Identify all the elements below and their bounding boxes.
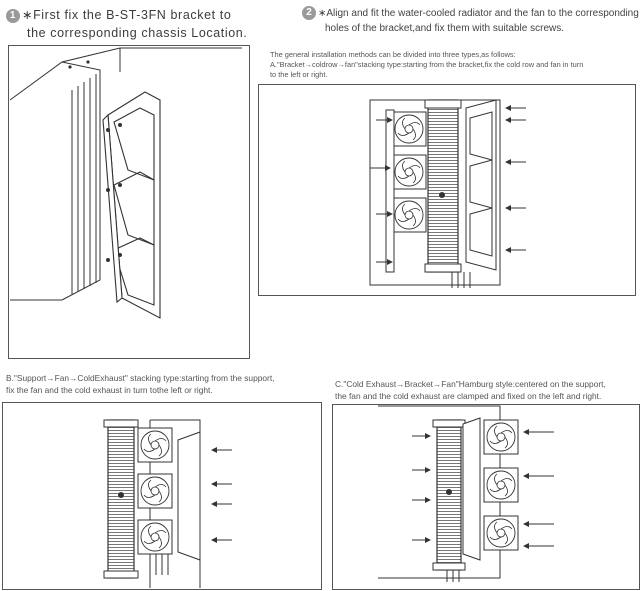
method-b-line-1: B."Support→Fan→ColdExhaust" stacking type:starting from the support, (6, 373, 275, 383)
method-c-line-1: C."Cold Exhaust→Bracket→Fan"Hamburg style:centered on the support, (335, 379, 606, 389)
method-c-line-2: the fan and the cold exhaust are clamped and fixed on the left and right. (335, 391, 602, 401)
method-a-bracket (466, 100, 496, 270)
step-2-badge: 2 (302, 6, 316, 20)
method-b-fans (138, 428, 172, 554)
chassis-hole-columns (72, 74, 96, 295)
method-c-bracket (463, 418, 480, 560)
method-a-line-2: to the left or right. (270, 70, 328, 79)
step-2-line-1: ∗Align and fit the water-cooled radiator and the fan to the corresponding (318, 8, 639, 19)
step-1-line-1: ∗First fix the B-ST-3FN bracket to (22, 8, 232, 22)
step-1-line-2: the corresponding chassis Location. (27, 26, 248, 40)
method-c-screw-arrows (412, 432, 554, 546)
method-b-line-2: fix the fan and the cold exhaust in turn tothe left or right. (6, 385, 213, 395)
method-a-radiator (425, 100, 470, 288)
step-2-line-2: holes of the bracket,and fix them with suitable screws. (325, 23, 565, 34)
methods-intro: The general installation methods can be divided into three types,as follows: (270, 50, 516, 59)
method-c-fans (484, 420, 518, 550)
step-1-badge: 1 (6, 9, 20, 23)
bracket-b-st-3fn (103, 92, 160, 318)
method-b-screw-arrows (212, 450, 232, 540)
method-c-radiator (433, 420, 465, 582)
method-a-fans (386, 110, 426, 272)
method-a-line-1: A."Bracket→coldrow→fan"stacking type:starting from the bracket,fix the cold row and fan in turn (270, 60, 584, 69)
method-b-support (178, 432, 200, 560)
